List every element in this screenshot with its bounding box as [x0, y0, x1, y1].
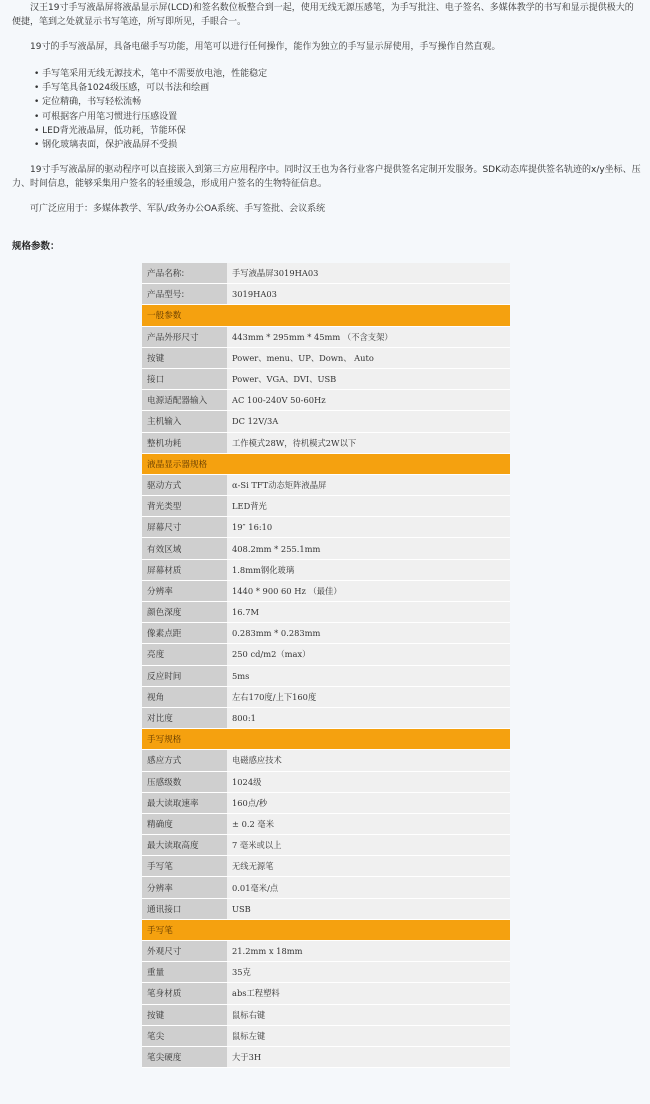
spec-value: 5ms: [227, 665, 510, 686]
spec-row: [142, 707, 510, 728]
feature-item: • 手写笔采用无线无源技术，笔中不需要放电池，性能稳定: [34, 67, 642, 81]
spec-value: 左右170度/上下160度: [227, 686, 510, 707]
spec-value: 35克: [227, 962, 510, 983]
spec-row: [142, 580, 510, 601]
spec-section-header: [142, 453, 510, 474]
spec-label: 亮度: [142, 644, 227, 665]
spec-value: 工作模式28W，待机模式2W以下: [227, 432, 510, 453]
spec-value: abs工程塑料: [227, 983, 510, 1004]
spec-section-header: [142, 305, 510, 326]
spec-row: [142, 1004, 510, 1025]
spec-label: 按键: [142, 347, 227, 368]
spec-row: [142, 432, 510, 453]
spec-row: [142, 602, 510, 623]
spec-label: 像素点距: [142, 623, 227, 644]
spec-value: Power、VGA、DVI、USB: [227, 368, 510, 389]
spec-row: [142, 496, 510, 517]
spec-label: 重量: [142, 962, 227, 983]
feature-item: • 钢化玻璃表面，保护液晶屏不受损: [34, 138, 642, 152]
spec-row: [142, 347, 510, 368]
spec-value: 电磁感应技术: [227, 750, 510, 771]
spec-value: 鼠标左键: [227, 1025, 510, 1046]
spec-label: 外观尺寸: [142, 941, 227, 962]
spec-row: [142, 750, 510, 771]
spec-label: 反应时间: [142, 665, 227, 686]
spec-section-title: 一般参数: [142, 305, 510, 326]
spec-value: 19″ 16:10: [227, 517, 510, 538]
spec-row: [142, 284, 510, 305]
spec-row: [142, 559, 510, 580]
spec-row: [142, 1025, 510, 1046]
spec-value: 7 毫米或以上: [227, 835, 510, 856]
spec-label: 对比度: [142, 707, 227, 728]
spec-value: 手写液晶屏3019HA03: [227, 263, 510, 284]
spec-row: [142, 941, 510, 962]
spec-value: 1440 * 900 60 Hz （最佳）: [227, 580, 510, 601]
spec-row: [142, 877, 510, 898]
spec-label: 笔尖: [142, 1025, 227, 1046]
spec-table: [142, 263, 510, 1068]
intro-paragraph-sdk: 19寸手写液晶屏的驱动程序可以直接嵌入到第三方应用程序中。同时汉王也为各行业客户提供签名定制开发服务。SDK动态库提供签名轨迹的x/y坐标、压力、时间信息，能够采集用户签名的轻重缓急，形成用户签名的生物特征信息。: [12, 165, 641, 190]
spec-value: LED背光: [227, 496, 510, 517]
spec-value: 800:1: [227, 707, 510, 728]
spec-value: 160点/秒: [227, 792, 510, 813]
spec-row: [142, 962, 510, 983]
spec-row: [142, 644, 510, 665]
spec-value: 鼠标右键: [227, 1004, 510, 1025]
feature-item: • LED背光液晶屏，低功耗，节能环保: [34, 124, 642, 138]
spec-row: [142, 813, 510, 834]
spec-row: [142, 517, 510, 538]
spec-label: 有效区域: [142, 538, 227, 559]
spec-label: 驱动方式: [142, 474, 227, 495]
spec-section-header: [142, 919, 510, 940]
feature-item: • 定位精确，书写轻松流畅: [34, 95, 642, 109]
spec-value: 250 cd/m2（max）: [227, 644, 510, 665]
spec-row: [142, 665, 510, 686]
spec-heading: 规格参数：: [12, 241, 60, 252]
spec-label: 压感级数: [142, 771, 227, 792]
spec-row: [142, 983, 510, 1004]
feature-item: • 手写笔具备1024级压感，可以书法和绘画: [34, 81, 642, 95]
spec-label: 精确度: [142, 813, 227, 834]
spec-label: 电源适配器输入: [142, 390, 227, 411]
spec-value: 16.7M: [227, 602, 510, 623]
spec-label: 整机功耗: [142, 432, 227, 453]
spec-row: [142, 411, 510, 432]
spec-value: 0.283mm * 0.283mm: [227, 623, 510, 644]
spec-label: 产品外形尺寸: [142, 326, 227, 347]
spec-value: 无线无源笔: [227, 856, 510, 877]
spec-value: USB: [227, 898, 510, 919]
spec-label: 产品名称:: [142, 263, 227, 284]
spec-value: 3019HA03: [227, 284, 510, 305]
feature-item: • 可根据客户用笔习惯进行压感设置: [34, 110, 642, 124]
spec-section-title: 液晶显示器规格: [142, 453, 510, 474]
spec-label: 最大读取速率: [142, 792, 227, 813]
spec-label: 按键: [142, 1004, 227, 1025]
spec-label: 通讯接口: [142, 898, 227, 919]
spec-value: ± 0.2 毫米: [227, 813, 510, 834]
spec-row: [142, 474, 510, 495]
spec-row: [142, 686, 510, 707]
spec-section-header: [142, 729, 510, 750]
spec-label: 屏幕材质: [142, 559, 227, 580]
spec-label: 背光类型: [142, 496, 227, 517]
spec-label: 分辨率: [142, 877, 227, 898]
spec-label: 分辨率: [142, 580, 227, 601]
spec-value: 443mm * 295mm * 45mm （不含支架）: [227, 326, 510, 347]
spec-row: [142, 623, 510, 644]
spec-label: 笔尖硬度: [142, 1046, 227, 1067]
spec-label: 主机输入: [142, 411, 227, 432]
spec-row: [142, 856, 510, 877]
feature-list: [12, 67, 642, 152]
spec-row: [142, 390, 510, 411]
spec-row: [142, 835, 510, 856]
spec-row: [142, 538, 510, 559]
spec-row: [142, 1046, 510, 1067]
spec-section-title: 手写笔: [142, 919, 510, 940]
product-intro: [12, 0, 642, 216]
spec-section-title: 手写规格: [142, 729, 510, 750]
spec-value: 1024级: [227, 771, 510, 792]
spec-label: 视角: [142, 686, 227, 707]
spec-label: 颜色深度: [142, 602, 227, 623]
spec-label: 屏幕尺寸: [142, 517, 227, 538]
intro-paragraph-overview: 汉王19寸手写液晶屏将液晶显示屏(LCD)和签名数位板整合到一起，使用无线无源压感笔，为手写批注、电子签名、多媒体教学的书写和显示提供极大的便捷，笔到之处就显示书写笔迹，所写即所见，手眼合一。: [12, 3, 634, 27]
spec-value: 1.8mm钢化玻璃: [227, 559, 510, 580]
spec-value: DC 12V/3A: [227, 411, 510, 432]
intro-paragraph-function: 19寸的手写液晶屏，具备电磁手写功能，用笔可以进行任何操作，能作为独立的手写显示屏使用，手写操作自然直观。: [30, 42, 501, 52]
spec-value: 408.2mm * 255.1mm: [227, 538, 510, 559]
spec-row: [142, 898, 510, 919]
spec-row: [142, 368, 510, 389]
spec-value: α-Si TFT动态矩阵液晶屏: [227, 474, 510, 495]
spec-value: Power、menu、UP、Down、 Auto: [227, 347, 510, 368]
spec-label: 接口: [142, 368, 227, 389]
spec-label: 产品型号:: [142, 284, 227, 305]
spec-value: AC 100-240V 50-60Hz: [227, 390, 510, 411]
spec-value: 21.2mm x 18mm: [227, 941, 510, 962]
spec-label: 感应方式: [142, 750, 227, 771]
spec-row: [142, 263, 510, 284]
spec-value: 0.01毫米/点: [227, 877, 510, 898]
spec-row: [142, 771, 510, 792]
spec-row: [142, 326, 510, 347]
intro-paragraph-applications: 可广泛应用于：多媒体教学、军队/政务办公OA系统、手写签批、会议系统: [30, 204, 326, 215]
spec-label: 笔身材质: [142, 983, 227, 1004]
spec-label: 最大读取高度: [142, 835, 227, 856]
spec-label: 手写笔: [142, 856, 227, 877]
spec-value: 大于3H: [227, 1046, 510, 1067]
spec-row: [142, 792, 510, 813]
